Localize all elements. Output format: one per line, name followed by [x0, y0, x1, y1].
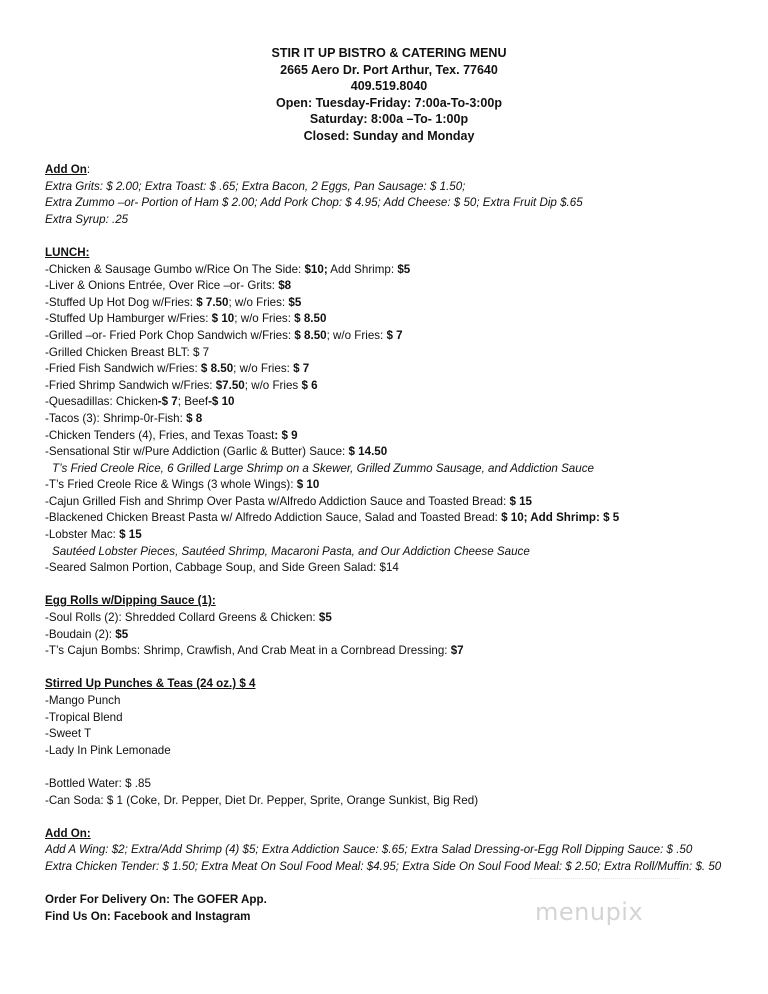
- item-price: $5: [115, 627, 129, 641]
- menu-item: [45, 394, 745, 411]
- item-name: -Cajun Grilled Fish and Shrimp Over Pasta w/Alfredo Addiction Sauce and Toasted Bread:: [45, 494, 510, 508]
- item-price: $ 8.50: [200, 362, 234, 376]
- item-price: $ 7.50: [196, 295, 229, 309]
- watermark-faint-text: [530, 878, 680, 889]
- item-price: $ 10; Add Shrimp: $ 5: [501, 511, 620, 525]
- section-heading-addon: [45, 162, 745, 179]
- closed-days: Closed: Sunday and Monday: [303, 128, 475, 143]
- section-title: LUNCH:: [45, 245, 90, 259]
- drink-item: -Tropical Blend: [45, 710, 123, 724]
- item-name: -Grilled –or- Fried Pork Chop Sandwich w/Fries:: [45, 328, 295, 342]
- section-heading-addon-lunch: [45, 826, 745, 843]
- restaurant-title: STIR IT UP BISTRO & CATERING MENU: [271, 46, 507, 60]
- item-price: $10;: [304, 262, 328, 276]
- addon-line: Extra Zummo –or- Portion of Ham $ 2.00; Add Pork Chop: $ 4.95; Add Cheese: $ 50; Extra Fruit Dip $.65: [45, 196, 583, 210]
- item-price: $ 15: [119, 528, 142, 542]
- item-extra-price: $ 7: [386, 328, 403, 342]
- menu-item: [45, 428, 745, 445]
- hours-saturday: Saturday: 8:00a –To- 1:00p: [309, 112, 469, 127]
- item-price: $7: [450, 644, 464, 658]
- section-title: Egg Rolls w/Dipping Sauce (1):: [45, 594, 216, 608]
- item-extra-label: ; w/o Fries: [244, 378, 302, 392]
- menu-content: [45, 162, 745, 925]
- section-heading-drinks: [45, 676, 745, 693]
- item-extra-price: $ 7: [293, 362, 310, 376]
- menu-item: [45, 643, 745, 660]
- item-extra-price: $ 8.50: [294, 312, 327, 326]
- menu-header: [0, 45, 768, 145]
- watermark-logo: menupix: [535, 898, 644, 926]
- item-price: -$ 7: [157, 395, 178, 409]
- restaurant-address: 2665 Aero Dr. Port Arthur, Tex. 77640: [280, 62, 498, 77]
- item-price: $ 8: [186, 411, 203, 425]
- item-price: $ 14.50: [348, 445, 388, 459]
- menu-item: [45, 411, 745, 428]
- item-name: -Quesadillas: Chicken: [45, 395, 158, 409]
- drink-item: -Lady In Pink Lemonade: [45, 743, 171, 757]
- item-extra-price: $5: [288, 295, 302, 309]
- item-extra-price: -$ 10: [208, 395, 235, 409]
- item-extra-label: ; Beef: [177, 395, 209, 409]
- menu-item: [45, 477, 745, 494]
- item-price: $ 10: [296, 478, 320, 492]
- section-heading-lunch: [45, 245, 745, 262]
- menu-item: [45, 494, 745, 511]
- section-title: Add On: [45, 163, 87, 176]
- item-name: -Boudain (2):: [45, 627, 116, 641]
- delivery-info: Order For Delivery On: The GOFER App.: [45, 893, 267, 907]
- item-extra-label: ; w/o Fries:: [234, 312, 295, 326]
- menu-item: [45, 262, 745, 279]
- menu-item: [45, 295, 745, 312]
- item-description: T’s Fried Creole Rice, 6 Grilled Large Shrimp on a Skewer, Grilled Zummo Sausage, and Addiction Sauce: [52, 461, 594, 475]
- item-name: -Grilled Chicken Breast BLT: $ 7: [45, 345, 210, 359]
- menu-item: [45, 328, 745, 345]
- menu-item: [45, 361, 745, 378]
- item-price: $ 15: [509, 494, 533, 508]
- item-extra-label: ; w/o Fries:: [233, 362, 294, 376]
- hours-weekday: Open: Tuesday-Friday: 7:00a-To-3:00p: [276, 95, 502, 110]
- menu-item: [45, 510, 745, 527]
- item-name: -Chicken Tenders (4), Fries, and Texas Toast: [45, 428, 275, 442]
- menu-item: [45, 311, 745, 328]
- item-name: -Stuffed Up Hot Dog w/Fries:: [45, 295, 197, 309]
- item-price: $7.50: [215, 378, 245, 392]
- item-name: -Blackened Chicken Breast Pasta w/ Alfredo Addiction Sauce, Salad and Toasted Bread:: [45, 511, 502, 525]
- addon-line: Extra Syrup: .25: [45, 212, 129, 226]
- section-title: Add On:: [45, 826, 91, 840]
- menu-item: [45, 345, 745, 362]
- item-extra-price: $5: [397, 262, 411, 276]
- addon-line: Extra Chicken Tender: $ 1.50; Extra Meat On Soul Food Meal: $4.95; Extra Side On Soul Food Meal: $ 2.50; Extra Roll/Muffin: $. 50: [45, 859, 722, 873]
- item-name: -Seared Salmon Portion, Cabbage Soup, and Side Green Salad: $14: [45, 561, 399, 575]
- item-price: $ 8.50: [294, 328, 327, 342]
- item-name: -T’s Cajun Bombs: Shrimp, Crawfish, And Crab Meat in a Cornbread Dressing:: [45, 644, 451, 658]
- section-title: Stirred Up Punches & Teas (24 oz.) $ 4: [45, 677, 256, 691]
- drink-item: -Bottled Water: $ .85: [45, 776, 151, 790]
- menu-item: [45, 560, 745, 577]
- item-extra-label: Add Shrimp:: [327, 262, 398, 276]
- menu-item: [45, 278, 745, 295]
- menu-item: [45, 527, 745, 544]
- item-name: -Fried Fish Sandwich w/Fries:: [45, 362, 201, 376]
- drink-item: -Sweet T: [45, 727, 92, 741]
- item-name: -T’s Fried Creole Rice & Wings (3 whole Wings):: [45, 478, 297, 492]
- addon-line: Add A Wing: $2; Extra/Add Shrimp (4) $5; Extra Addiction Sauce: $.65; Extra Salad Dressing-or-Egg Roll Dipping Sauce: $ .50: [45, 843, 693, 857]
- item-name: -Tacos (3): Shrimp-0r-Fish:: [45, 411, 187, 425]
- item-name: -Soul Rolls (2): Shredded Collard Greens & Chicken:: [45, 611, 319, 625]
- addon-line: Extra Grits: $ 2.00; Extra Toast: $ .65; Extra Bacon, 2 Eggs, Pan Sausage: $ 1.50;: [45, 179, 466, 193]
- item-extra-price: $ 6: [301, 378, 318, 392]
- drink-item: -Mango Punch: [45, 694, 121, 707]
- social-info: Find Us On: Facebook and Instagram: [45, 909, 251, 923]
- item-price: $5: [318, 611, 332, 625]
- section-heading-egg-rolls: [45, 593, 745, 610]
- item-name: -Stuffed Up Hamburger w/Fries:: [45, 312, 212, 326]
- menu-item: [45, 627, 745, 644]
- item-price: : $ 9: [274, 428, 298, 442]
- item-name: -Lobster Mac:: [45, 528, 120, 542]
- title-colon: :: [86, 163, 91, 176]
- item-name: -Sensational Stir w/Pure Addiction (Garlic & Butter) Sauce:: [45, 445, 349, 459]
- item-extra-label: ; w/o Fries:: [228, 295, 289, 309]
- restaurant-phone: 409.519.8040: [350, 79, 428, 94]
- menu-item: [45, 378, 745, 395]
- item-name: -Fried Shrimp Sandwich w/Fries:: [45, 378, 216, 392]
- menu-item: [45, 444, 745, 461]
- item-name: -Chicken & Sausage Gumbo w/Rice On The Side:: [45, 262, 305, 276]
- menu-item: [45, 610, 745, 627]
- item-extra-label: ; w/o Fries:: [326, 328, 387, 342]
- item-price: $8: [278, 279, 292, 293]
- item-description: Sautéed Lobster Pieces, Sautéed Shrimp, Macaroni Pasta, and Our Addiction Cheese Sauce: [52, 544, 530, 558]
- item-name: -Liver & Onions Entrée, Over Rice –or- Grits:: [45, 279, 279, 293]
- item-price: $ 10: [211, 312, 235, 326]
- drink-item: -Can Soda: $ 1 (Coke, Dr. Pepper, Diet Dr. Pepper, Sprite, Orange Sunkist, Big Red): [45, 793, 479, 807]
